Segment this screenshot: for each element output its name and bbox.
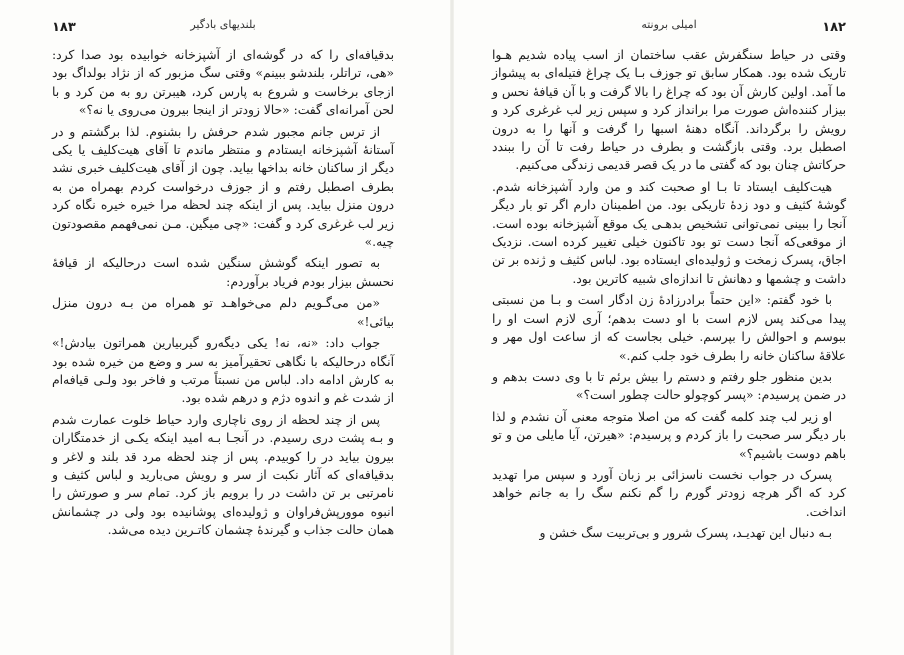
right-running-title: امیلی برونته <box>641 18 697 31</box>
left-page-number: ۱۸۳ <box>52 20 76 35</box>
left-paragraph-6: پس از چند لحظه از روی ناچاری وارد حیاط خلوت عمارت شدم و بـه پشت دری رسیدم. در آنجـا بـه امید اینکه یکـی از خدمتگاران بیرون بیاید در را کوبیدم. پس از چند لحظه مرد قد بلند و لاغر و بدقیافه‌ای که آثار نکبت از سر و رویش می‌بارید و لباس کثیف و نامرتبی بر تن داشت در را برویم باز کرد. تمام سر و صورتش را انبوه موورپش‌فراوان و ژولیده‌ای پوشانیده بود ولی در چشمانش همان حالت جذاب و گیرندهٔ چشمان کاتـرین دیده می‌شد. <box>52 412 394 538</box>
left-paragraph-4: «من می‌گـویم دلم می‌خواهـد تو همراه من بـه درون منزل بیائی!» <box>52 296 394 329</box>
left-paragraph-2: از ترس جانم مجبور شدم حرفش را بشنوم. لذا برگشتم و در آستانهٔ آشپزخانه ایستادم و منتظر ماندم تا آقای هیت‌کلیف یا یکی دیگر از ساکنان خانه بداخها بیاید. چون از آقای هیت‌کلیف خبری نشد بطرف اصطبل رفتم و از جوزف درخواست کردم بهمراه من به درون منزل بیاید. پس از اینکه چند لحظه مرا خیره خیره نگاه کرد زیر لب غرغری کرد و گفت: «چی میگین. مـن نمی‌فهمم مقصودتون چیه.» <box>52 124 394 250</box>
left-paragraph-1: بدقیافه‌ای را که در گوشه‌ای از آشپزخانه خوابیده بود صدا کرد: «هی، تراتلر، بلندشو ببینم» وقتی سگ مزبور که از نژاد بولداگ بود ازجای برخاست و شروع به پارس کرد، هیبرتن رو به من کرد و با لحن آمرانه‌ای گفت: «حالا زودتر از اینجا بیرون می‌روی یا نه؟» <box>52 48 394 118</box>
right-paragraph-2: هیت‌کلیف ایستاد تا بـا او صحبت کند و من وارد آشپزخانه شدم. گوشهٔ کثیف و دود زدهٔ تاریکی بود. من اطمینان دارم اگر تو بار دیگر آنجا را ببینی نمی‌توانی تشخیص بدهـی یک موقع آشپزخانه بوده است. از موقعی‌که آنجا دست تو بود تاکنون خیلی تغییر کرده است. نزدیک اجاق، پسرک زمخت و ژولیده‌ای ایستاده بود. لباس کثیف و ژنده بر تن داشت و چشمها و دهانش تا اندازه‌ای شبیه کاترین بود. <box>492 179 846 286</box>
right-paragraph-6: پسرک در جواب نخست ناسزائی بر زبان آورد و سپس مرا تهدید کرد که اگر هرچه زودتر گورم را گم نکنم سگ را به جانم خواهد انداخت. <box>492 467 846 519</box>
right-paragraph-5: او زیر لب چند کلمه گفت که من اصلا متوجه معنی آن نشدم و لذا بار دیگر سر صحبت را باز کردم و پرسیدم: «هیرتن، آیا مایلی من و تو باهم دوست باشیم؟» <box>492 409 846 461</box>
right-paragraph-1: وقتی در حیاط سنگفرش عقب ساختمان از اسب پیاده شدیم هـوا تاریک شده بود. همکار سابق تو جوزف بـا یک چراغ فتیله‌ای به پیشواز ما آمد. اولین کارش آن بود که چراغ را بالا گرفت و با آن قیافهٔ نحس و بیزار کننده‌اش صورت مرا برانداز کرد و سپس زیر لب غرغری کرد و رویش را برگرداند. آنگاه دهنهٔ اسبها را گرفت و آنها را به درون اصطبل برد. وقتی بازگشت و بطرف در حیاط رفت تا آن را ببندد حرکاتش چنان بود که گفتی ما در یک قصر قدیمی زندگی می‌کنیم. <box>492 48 846 173</box>
right-body-text <box>492 46 846 543</box>
left-running-head <box>52 18 394 44</box>
right-page <box>452 0 904 655</box>
right-paragraph-3: با خود گفتم: «این حتماً برادرزادهٔ زن ادگار است و بـا من نسبتی پیدا می‌کند پس لازم است با او دست بدهم؛ آری لازم است او را ببوسم و احوالش را بپرسم. خیلی بجاست که از ساعت اول مهر و علاقهٔ ساکنان خانه را بطرف خود جلب کنم.» <box>492 293 846 363</box>
right-page-number: ۱۸۲ <box>822 20 846 35</box>
right-running-head <box>492 18 846 44</box>
left-paragraph-3: به تصور اینکه گوشش سنگین شده است درحالیکه از قیافهٔ نحسش بیزار بودم فریاد برآوردم: <box>52 256 394 289</box>
right-paragraph-4: بدین منظور جلو رفتم و دستم را بیش برئم تا با وی دست بدهم و در ضمن پرسیدم: «پسر کوچولو حالت چطور است؟» <box>492 369 846 403</box>
left-running-title: بلندیهای بادگیر <box>190 18 256 31</box>
right-paragraph-7: بـه دنبال این تهدیـد، پسرک شرور و بی‌تربیت سگ خشن و <box>539 526 832 541</box>
left-paragraph-5: جواب داد: «نه، نه! یکی دیگه‌رو گیربیارین همراتون بیادش!» آنگاه درحالیکه با نگاهی تحقیرآمیز به سر و وضع من خیره شده بود به کارش ادامه داد. لباس من نسبتاً مرتب و فاخر بود ولـی قیافه‌ام از شدت غم و اندوه دژم و درهم شده بود. <box>52 336 394 406</box>
left-body-text <box>52 46 394 540</box>
